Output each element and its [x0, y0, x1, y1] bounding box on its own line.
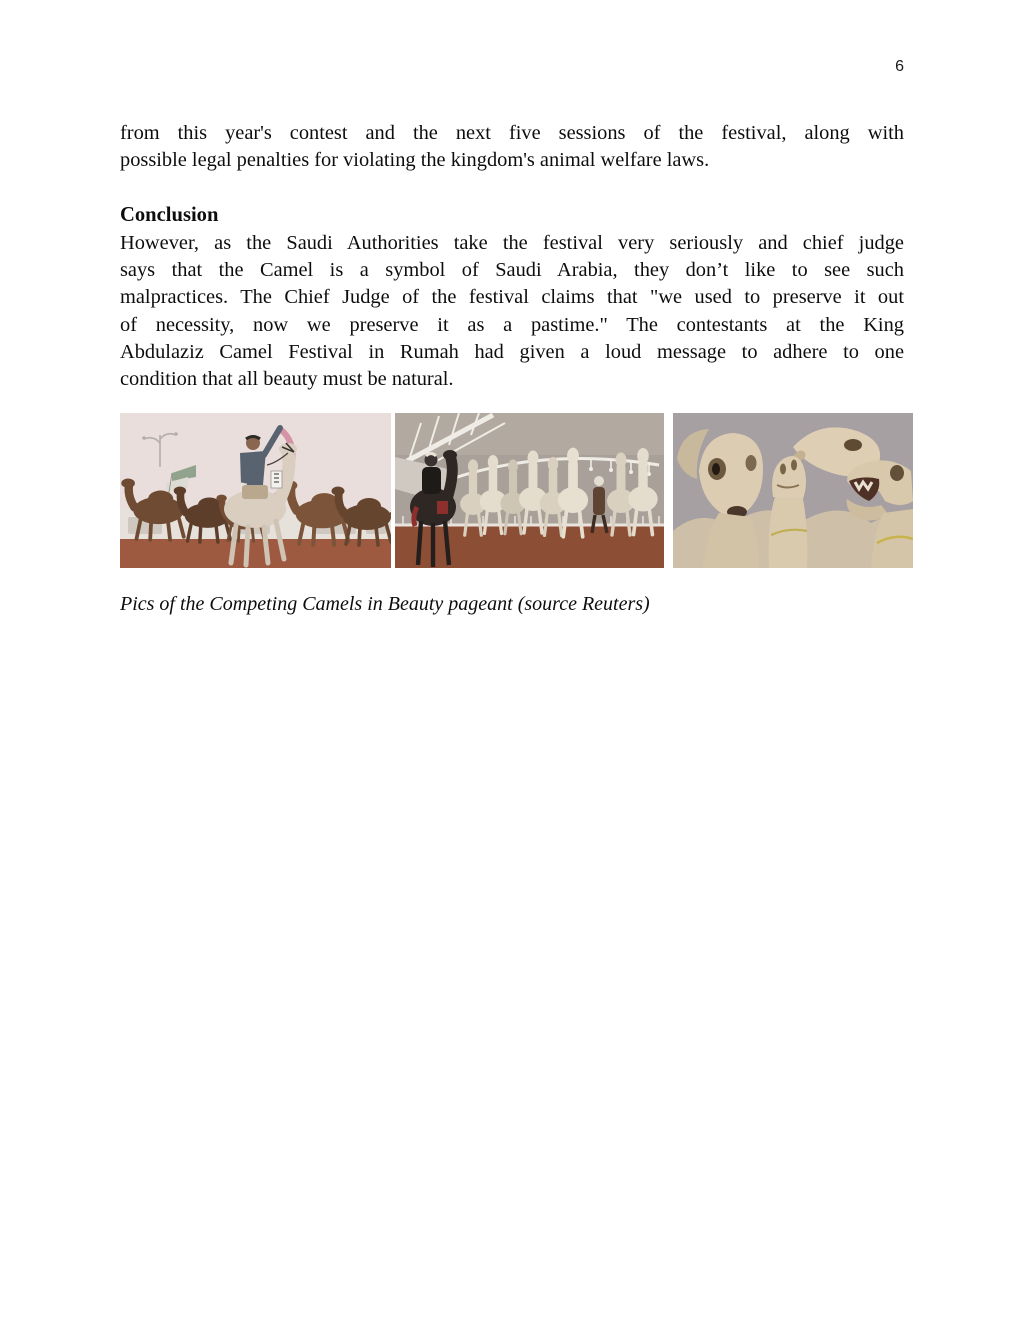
- camels-rider-illustration: [120, 413, 391, 568]
- text-line: However, as the Saudi Authorities take the festival very seriously and chief judge: [120, 232, 904, 254]
- text-line: from this year's contest and the next five sessions of the festival, along with: [120, 122, 904, 144]
- photo-camel-heads: [673, 413, 913, 568]
- text-line: condition that all beauty must be natural.: [120, 368, 454, 391]
- photo-caption: Pics of the Competing Camels in Beauty pageant (source Reuters): [120, 593, 650, 615]
- photo-camels-rider: [120, 413, 391, 568]
- page-number: 6: [895, 58, 904, 75]
- section-heading-conclusion: Conclusion: [120, 204, 219, 226]
- camel-herd-illustration: [395, 413, 664, 568]
- text-line: says that the Camel is a symbol of Saudi Arabia, they don’t like to see such: [120, 259, 904, 282]
- conclusion-paragraph: [120, 230, 904, 393]
- camel-heads-illustration: [673, 413, 913, 568]
- photo-camel-herd: [395, 413, 664, 568]
- text-line: Abdulaziz Camel Festival in Rumah had given a loud message to adhere to one: [120, 340, 904, 363]
- photo-row: [120, 413, 914, 568]
- text-line: possible legal penalties for violating the kingdom's animal welfare laws.: [120, 149, 710, 172]
- text-line: of necessity, now we preserve it as a pastime." The contestants at the King: [120, 313, 904, 336]
- text-line: malpractices. The Chief Judge of the festival claims that "we used to preserve it out: [120, 286, 904, 309]
- paragraph-continuation: [120, 120, 904, 174]
